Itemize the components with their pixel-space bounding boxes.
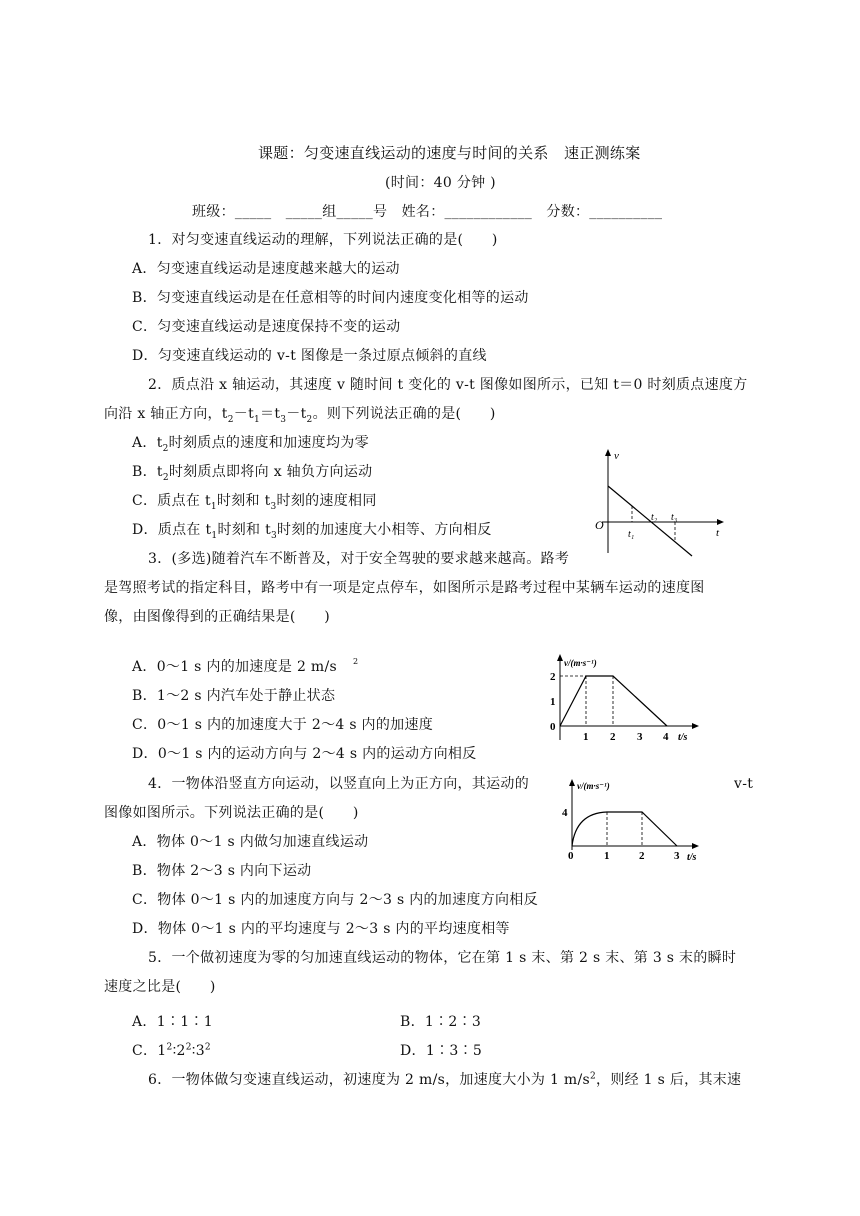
q4-option-b: B．物体 2～3 s 内向下运动: [132, 863, 312, 879]
q3-ytick-2: 2: [550, 671, 556, 683]
q3-axis-t-label: t/s: [678, 732, 688, 743]
q5-stem-line2: 速度之比是( ): [104, 979, 216, 995]
q2-stem-line1: 2．质点沿 x 轴运动，其速度 v 随时间 t 变化的 v-t 图像如图所示，已知 t＝0 时刻质点速度方: [148, 377, 748, 393]
q3-xtick-4: 4: [663, 731, 669, 743]
q4-xtick-3: 3: [674, 850, 680, 862]
q5-option-b: B．1∶2∶3: [400, 1014, 482, 1030]
q3-velocity-line: [560, 676, 667, 726]
q4-stem-line1: 4．一物体沿竖直方向运动，以竖直向上为正方向，其运动的: [148, 776, 530, 792]
q3-option-d: D．0～1 s 内的运动方向与 2～4 s 内的运动方向相反: [132, 746, 477, 762]
q6-stem-line1: 6．一物体做匀变速直线运动，初速度为 2 m/s，加速度大小为 1 $m/s^2$，则经 1 s 后，其末速: [148, 1071, 742, 1088]
time-limit: (时间：40 分钟 ): [385, 175, 496, 191]
q3-axis-v-label: v/(m·s⁻¹): [564, 658, 597, 668]
q5-option-c: C．$1^2∶2^2∶3^2$: [132, 1042, 211, 1059]
q2-option-c: C．质点在 $t_1$时刻和 $t_3$时刻的速度相同: [132, 493, 377, 512]
q3-xtick-1: 1: [583, 731, 589, 743]
q2-option-a: A．$t_2$时刻质点的速度和加速度均为零: [132, 435, 369, 454]
q4-stem-line2: 图像如图所示。下列说法正确的是( ): [104, 805, 359, 821]
q3-stem-line2: 是驾照考试的指定科目，路考中有一项是定点停车，如图所示是路考过程中某辆车运动的速度图: [104, 580, 705, 596]
q4-xtick-2: 2: [639, 850, 645, 862]
q2-origin-label: O: [595, 518, 604, 532]
q4-vt-graph: [560, 775, 710, 865]
q2-axis-t-label: t: [716, 527, 720, 539]
q4-xtick-0: 0: [568, 850, 574, 862]
q3-xtick-3: 3: [637, 731, 643, 743]
q4-ytick-4: 4: [562, 807, 568, 819]
q3-vt-graph: [545, 650, 705, 745]
q5-stem-line1: 5．一个做初速度为零的匀加速直线运动的物体，它在第 1 s 末、第 2 s 末、第 3 s 末的瞬时: [148, 950, 737, 966]
q4-stem-vt: v-t: [734, 776, 754, 792]
q3-option-c: C．0～1 s 内的加速度大于 2～4 s 内的加速度: [132, 717, 434, 733]
q3-xtick-2: 2: [610, 731, 616, 743]
q4-option-c: C．物体 0～1 s 内的加速度方向与 2～3 s 内的加速度方向相反: [132, 892, 538, 908]
q2-t2-label: t₂: [651, 512, 658, 523]
q2-vt-graph: [592, 445, 732, 560]
page-title: 课题：匀变速直线运动的速度与时间的关系 速正测练案: [258, 144, 641, 162]
q1-option-c: C．匀变速直线运动是速度保持不变的运动: [132, 319, 401, 335]
q1-option-d: D．匀变速直线运动的 v-t 图像是一条过原点倾斜的直线: [132, 348, 487, 364]
q4-xtick-1: 1: [604, 850, 610, 862]
q1-stem: 1．对匀变速直线运动的理解，下列说法正确的是( ): [148, 232, 498, 248]
q5-option-d: D．1∶3∶5: [400, 1043, 483, 1059]
q3-ytick-1: 1: [550, 696, 556, 708]
q4-option-a: A．物体 0～1 s 内做匀加速直线运动: [132, 834, 369, 850]
q4-option-d: D．物体 0～1 s 内的平均速度与 2～3 s 内的平均速度相等: [132, 921, 510, 937]
q2-option-d: D．质点在 $t_1$时刻和 $t_3$时刻的加速度大小相等、方向相反: [132, 522, 492, 541]
q4-axis-v-label: v/(m·s⁻¹): [577, 781, 610, 791]
q5-option-a: A．1∶1∶1: [132, 1014, 213, 1030]
q2-option-b: B．$t_2$时刻质点即将向 x 轴负方向运动: [132, 464, 373, 483]
q2-t3-label: t₃: [671, 512, 678, 523]
q4-axis-t-label: t/s: [687, 852, 697, 863]
q3-option-b: B．1～2 s 内汽车处于静止状态: [132, 688, 336, 704]
q2-velocity-line: [608, 486, 692, 556]
q2-axis-v-label: v: [614, 450, 619, 462]
student-info-line: 班级：_____ _____组_____号 姓名：____________ 分数：__________: [192, 204, 663, 220]
q1-option-a: A．匀变速直线运动是速度越来越大的运动: [132, 261, 400, 277]
q3-stem-line1: 3．(多选)随着汽车不断普及，对于安全驾驶的要求越来越高。路考: [148, 551, 570, 567]
q2-stem-line2: 向沿 x 轴正方向，$t_2-t_1=t_3-t_2$。则下列说法正确的是( ): [104, 406, 496, 425]
q1-option-b: B．匀变速直线运动是在任意相等的时间内速度变化相等的运动: [132, 290, 529, 306]
q3-ytick-0: 0: [550, 721, 556, 733]
q3-stem-line3: 像，由图像得到的正确结果是( ): [104, 609, 331, 625]
q4-velocity-curve: [572, 812, 677, 846]
q3-option-a: A．0～1 s 内的加速度是 2 m/s $^2$: [132, 657, 359, 675]
q2-t1-label: t₁: [628, 529, 635, 540]
